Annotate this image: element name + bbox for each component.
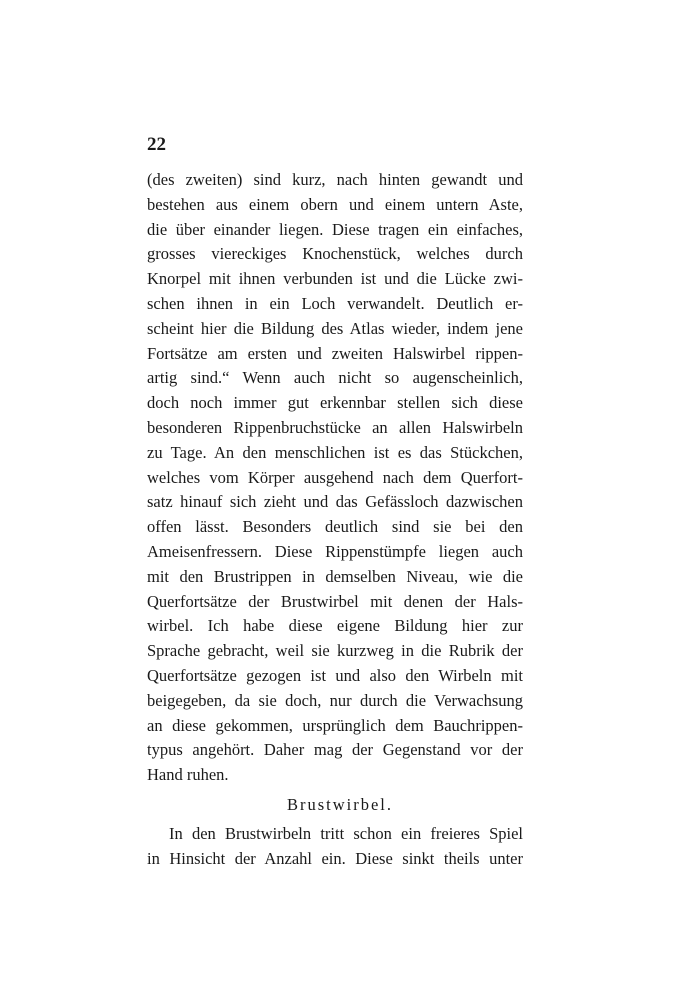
text-line: In den Brustwirbeln tritt schon ein freieres Spiel	[169, 823, 523, 843]
text-line: artig sind.“ Wenn auch nicht so augenscheinlich,	[147, 368, 523, 388]
text-line: wirbel. Ich habe diese eigene Bildung hier zur	[147, 616, 523, 636]
text-line: schen ihnen in ein Loch verwandelt. Deutlich er-	[147, 293, 523, 313]
text-line: mit den Brustrippen in demselben Niveau, wie die	[147, 566, 523, 586]
text-line: Knorpel mit ihnen verbunden ist und die Lücke zwi-	[147, 269, 523, 289]
text-line: die über einander liegen. Diese tragen ein einfaches,	[147, 219, 523, 239]
text-line: Ameisenfressern. Diese Rippenstümpfe liegen auch	[147, 541, 523, 561]
text-line: (des zweiten) sind kurz, nach hinten gewandt und	[147, 170, 523, 189]
page-number: 22	[147, 134, 166, 155]
text-line: offen lässt. Besonders deutlich sind sie bei den	[147, 517, 523, 537]
text-line: beigegeben, da sie doch, nur durch die Verwachsung	[147, 690, 523, 710]
section-heading: Brustwirbel.	[286, 794, 394, 814]
paragraph-cervical-vertebrae	[147, 168, 523, 788]
text-line: typus angehört. Daher mag der Gegenstand vor der	[147, 740, 523, 760]
text-line: bestehen aus einem obern und einem untern Aste,	[147, 194, 523, 214]
text-line: in Hinsicht der Anzahl ein. Diese sinkt theils unter	[147, 848, 523, 868]
text-line: doch noch immer gut erkennbar stellen sich diese	[147, 393, 523, 413]
text-line: welches vom Körper ausgehend nach dem Querfort-	[147, 467, 523, 487]
text-line: Sprache gebracht, weil sie kurzweg in die Rubrik der	[147, 641, 523, 661]
paragraph-thoracic-vertebrae	[147, 822, 523, 872]
text-line: an diese gekommen, ursprünglich dem Bauchrippen-	[147, 715, 523, 735]
text-line: grosses viereckiges Knochenstück, welches durch	[147, 244, 523, 264]
text-line: zu Tage. An den menschlichen ist es das Stückchen,	[147, 442, 523, 462]
text-line: Fortsätze am ersten und zweiten Halswirbel rippen-	[147, 343, 523, 363]
text-line: Querfortsätze gezogen ist und also den Wirbeln mit	[147, 665, 523, 685]
text-line: satz hinauf sich zieht und das Gefässloch dazwischen	[147, 492, 523, 512]
text-line: Querfortsätze der Brustwirbel mit denen der Hals-	[147, 591, 523, 611]
text-line: Hand ruhen.	[147, 765, 229, 785]
body-text	[147, 168, 523, 872]
text-line: scheint hier die Bildung des Atlas wieder, indem jene	[147, 318, 523, 338]
text-line: besonderen Rippenbruchstücke an allen Halswirbeln	[147, 417, 523, 437]
